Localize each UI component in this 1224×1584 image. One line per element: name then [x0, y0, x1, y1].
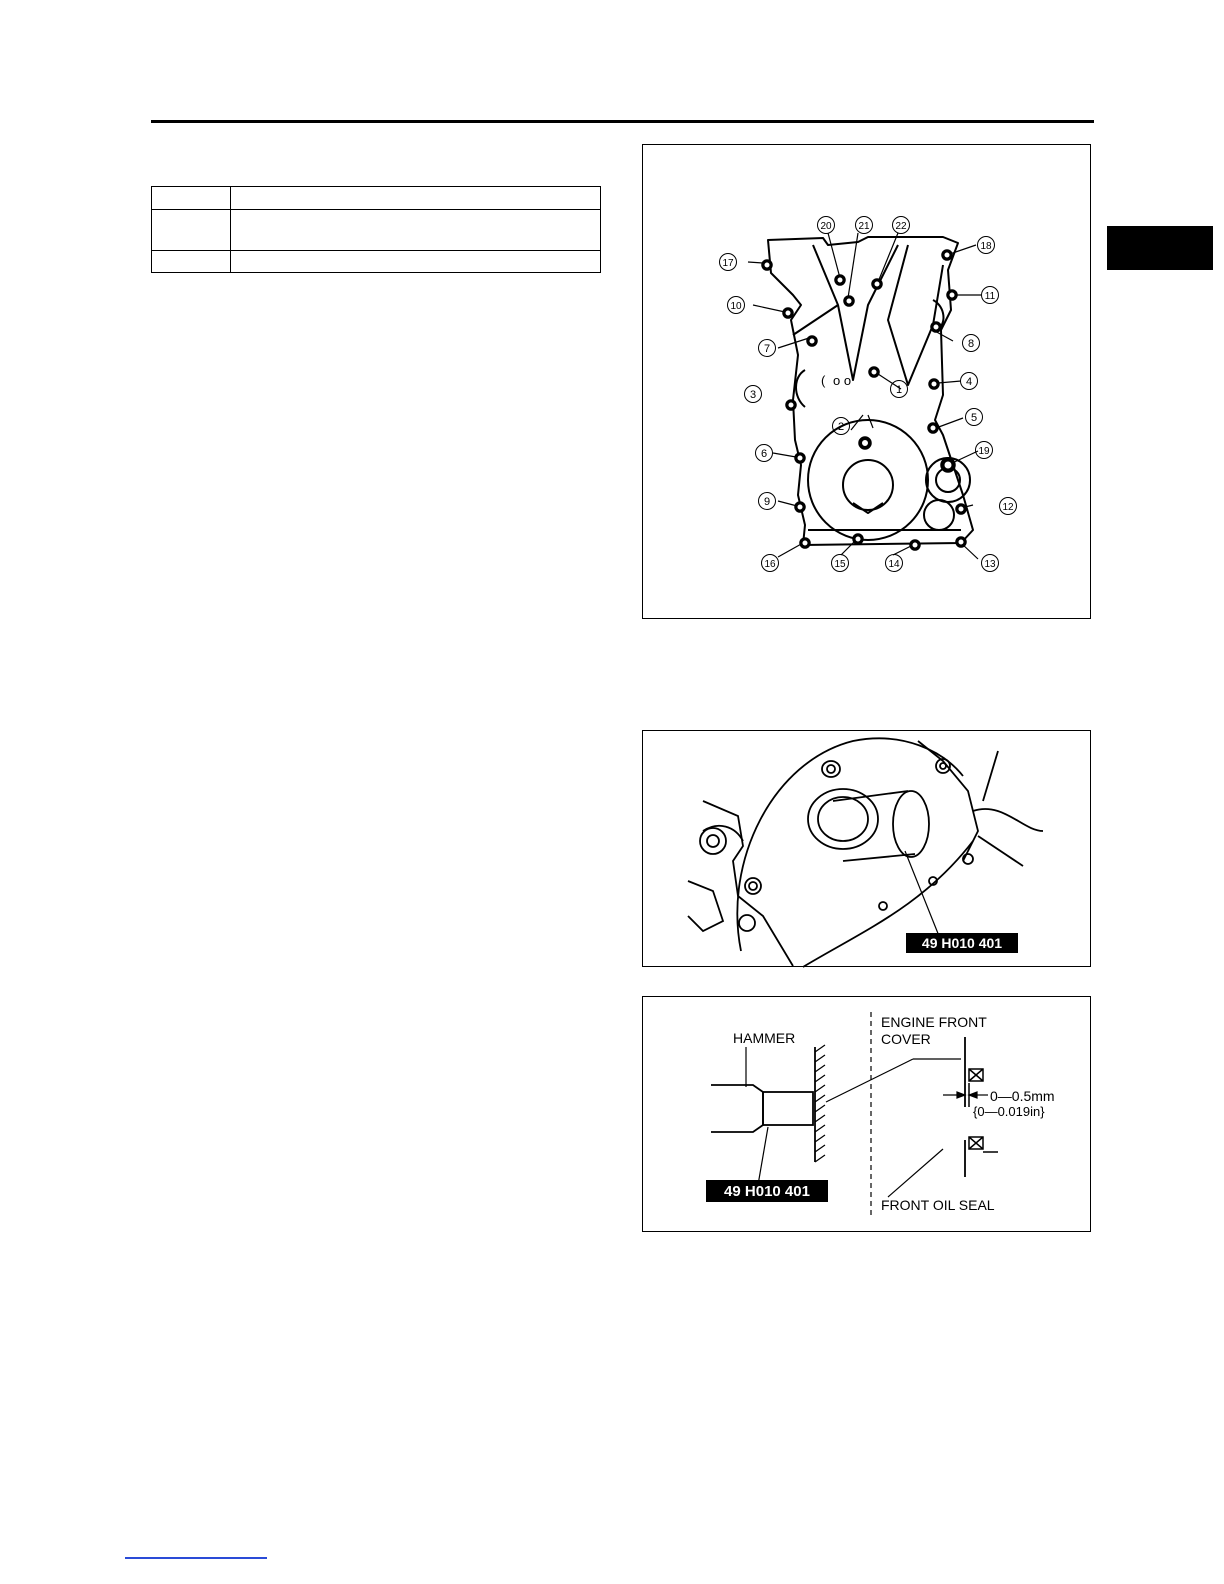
section-tab-marker — [1107, 226, 1213, 270]
svg-text:15: 15 — [834, 559, 846, 570]
front-cover-drawing — [643, 145, 1092, 620]
front-cover-bolt-figure — [642, 144, 1091, 619]
callout-12 — [1000, 498, 1017, 515]
svg-text:19: 19 — [978, 446, 990, 457]
callout-7 — [759, 340, 776, 357]
callout-3 — [745, 386, 762, 403]
callout-16 — [762, 555, 779, 572]
hammer-label: HAMMER — [733, 1030, 796, 1046]
callout-11 — [982, 287, 999, 304]
svg-text:18: 18 — [980, 241, 992, 252]
footer-link-underline[interactable] — [125, 1557, 267, 1559]
cover-label-line1: ENGINE FRONT — [881, 1014, 987, 1030]
header-rule — [151, 120, 1094, 123]
svg-text:6: 6 — [760, 448, 768, 460]
svg-text:49 H010 401: 49 H010 401 — [724, 1183, 810, 1200]
seal-installer-drawing — [643, 731, 1092, 968]
spec-table — [151, 186, 601, 273]
sst-label-box — [906, 933, 1018, 953]
callout-6 — [756, 445, 773, 462]
front-oil-seal-label: FRONT OIL SEAL — [881, 1197, 995, 1213]
callout-1 — [891, 381, 908, 398]
svg-text:8: 8 — [967, 338, 975, 350]
svg-text:22: 22 — [895, 221, 907, 232]
callout-4 — [961, 373, 978, 390]
callout-10 — [728, 297, 745, 314]
callout-9 — [759, 493, 776, 510]
svg-text:1: 1 — [895, 384, 903, 396]
callout-14 — [886, 555, 903, 572]
callout-21 — [856, 217, 873, 234]
svg-text:o o: o o — [833, 373, 852, 388]
clearance-mm-label: 0—0.5mm — [990, 1088, 1055, 1104]
svg-text:10: 10 — [730, 301, 742, 312]
svg-text:16: 16 — [764, 559, 776, 570]
svg-text:(: ( — [821, 373, 826, 388]
callout-19 — [976, 442, 993, 459]
table-row — [152, 210, 601, 251]
svg-text:3: 3 — [749, 389, 757, 401]
svg-text:14: 14 — [888, 559, 900, 570]
svg-text:13: 13 — [984, 559, 996, 570]
svg-text:5: 5 — [970, 412, 978, 424]
cover-label-line2: COVER — [881, 1031, 931, 1047]
callout-5 — [966, 409, 983, 426]
clearance-in-label: {0—0.019in} — [973, 1104, 1045, 1119]
svg-text:2: 2 — [837, 421, 845, 433]
callout-2 — [833, 418, 850, 435]
svg-text:4: 4 — [965, 376, 973, 388]
svg-text:7: 7 — [763, 343, 771, 355]
callout-17 — [720, 254, 737, 271]
svg-text:12: 12 — [1002, 502, 1014, 513]
callout-15 — [832, 555, 849, 572]
callout-18 — [978, 237, 995, 254]
table-row — [152, 251, 601, 273]
svg-text:17: 17 — [722, 258, 734, 269]
callout-8 — [963, 335, 980, 352]
table-row — [152, 187, 601, 210]
svg-text:21: 21 — [858, 221, 870, 232]
seal-depth-figure — [642, 996, 1091, 1232]
svg-text:20: 20 — [820, 221, 832, 232]
callout-13 — [982, 555, 999, 572]
svg-text:9: 9 — [763, 496, 771, 508]
callout-20 — [818, 217, 835, 234]
seal-installer-figure — [642, 730, 1091, 967]
callout-22 — [893, 217, 910, 234]
svg-text:49 H010 401: 49 H010 401 — [921, 935, 1003, 951]
sst-label-box — [706, 1180, 828, 1202]
seal-depth-drawing — [643, 997, 1092, 1233]
svg-text:11: 11 — [984, 291, 996, 302]
